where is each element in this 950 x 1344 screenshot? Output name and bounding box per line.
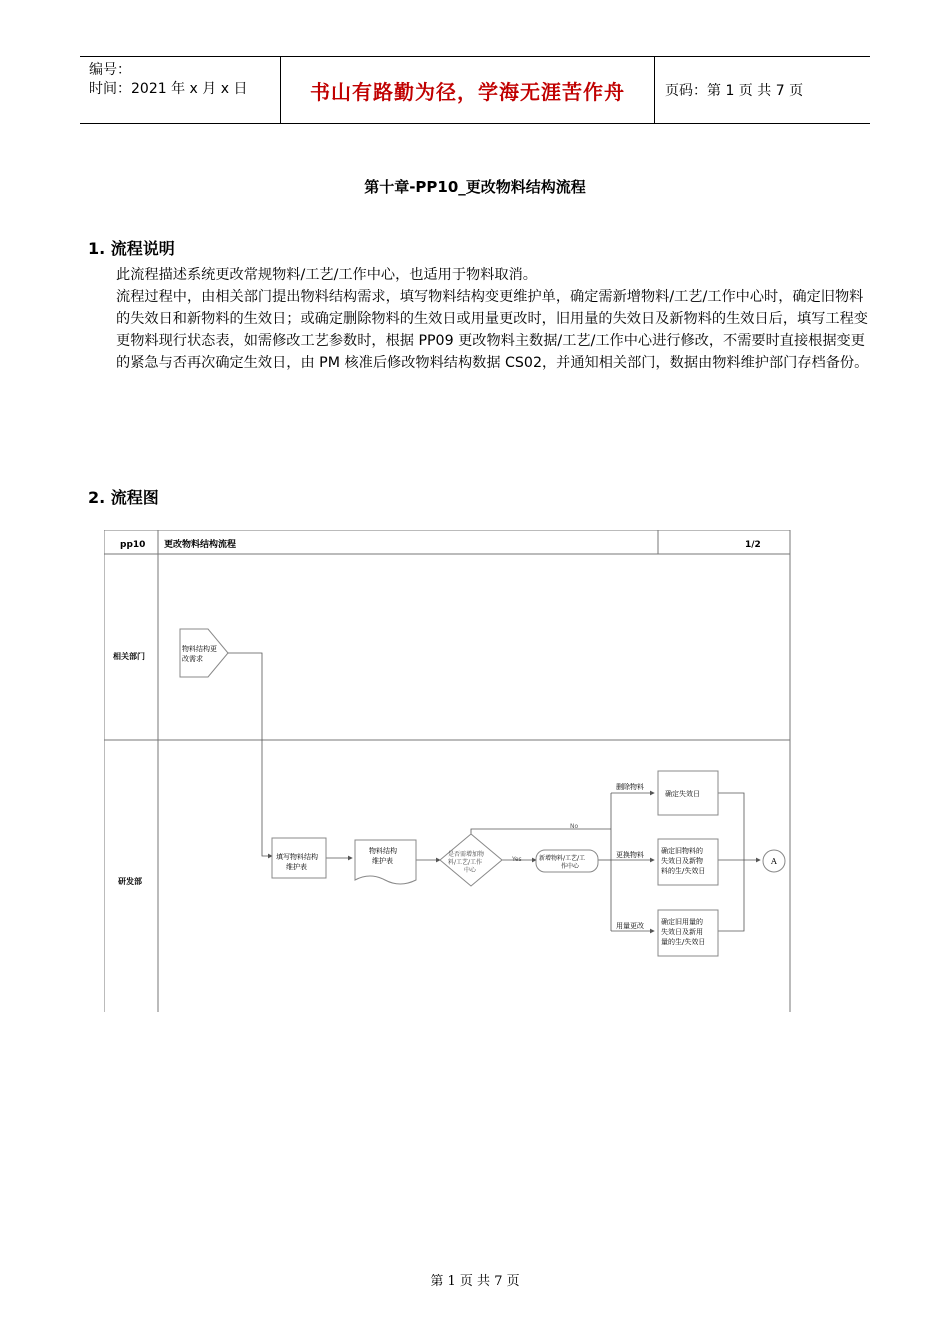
number-label: 编号： — [89, 62, 131, 78]
add-material-line2: 作中心 — [561, 863, 580, 870]
time-label: 时间：2021 年 x 月 x 日 — [89, 81, 248, 97]
flow-page: 1/2 — [745, 540, 761, 550]
replace-box-line2: 失效日及新物 — [661, 857, 703, 865]
paragraph-body: 流程过程中，由相关部门提出物料结构需求，填写物料结构变更维护单，确定需新增物料/工艺/工作中心时，确定旧物料的失效日和新物料的生效日；或确定删除物料的生效日或用量更改时，旧用量的失效日及新物料的生效日后，填写工程变更物料现行状态表，如需修改工艺参数时，根据 PP09 更改物料主数据/工艺/工作中心进行修改，不需要时直接根据变更的紧急与否再次确定生效日，由 PM 核准后修改物料结构数据 CS02，并通知相关部门，数据由物料维护部门存档备份。 — [116, 289, 869, 371]
decision-line2: 料/工艺/工作 — [448, 859, 483, 866]
lane-label-rd-dept: 研发部 — [118, 877, 142, 886]
lane-label-related-dept: 相关部门 — [113, 652, 145, 661]
branch-usage-change: 用量更改 — [616, 922, 644, 930]
section-heading-2: 2. 流程图 — [88, 488, 159, 507]
yes-label: Yes — [512, 856, 522, 863]
no-label: No — [570, 823, 579, 830]
replace-box-line1: 确定旧物料的 — [661, 847, 703, 855]
start-label-line1: 物料结构更 — [182, 645, 217, 653]
header-left-cell — [80, 57, 281, 123]
section-1-body — [116, 264, 874, 374]
fill-form-line1: 填写物料结构 — [276, 853, 318, 861]
add-material-line1: 新增物料/工艺/工 — [539, 855, 586, 862]
flowchart — [104, 530, 794, 1014]
start-shape — [180, 629, 228, 677]
decision-line3: 中心 — [464, 867, 477, 874]
doc-shape-line1: 物料结构 — [369, 847, 397, 855]
document-title: 第十章-PP10_更改物料结构流程 — [364, 178, 586, 196]
motto: 书山有路勤为径，学海无涯苦作舟 — [281, 57, 655, 123]
flow-code: pp10 — [120, 540, 146, 550]
page-footer: 第 1 页 共 7 页 — [430, 1274, 520, 1289]
page-info: 页码：第 1 页 共 7 页 — [665, 83, 804, 99]
decision-line1: 是否需增加物 — [448, 851, 485, 858]
usage-box-line3: 量的生/失效日 — [661, 938, 706, 946]
paragraph-line: 此流程描述系统更改常规物料/工艺/工作中心，也适用于物料取消。 — [116, 267, 537, 283]
replace-box-line3: 料的生/失效日 — [661, 867, 706, 875]
branch-delete-material: 删除物料 — [616, 783, 644, 791]
connector-a-label: A — [771, 857, 777, 866]
branch-replace-material: 更换物料 — [616, 851, 644, 859]
section-heading-1: 1. 流程说明 — [88, 239, 175, 258]
usage-box-line1: 确定旧用量的 — [661, 918, 703, 926]
confirm-expiry-label: 确定失效日 — [665, 790, 700, 798]
usage-box-line2: 失效日及新用 — [661, 928, 703, 936]
start-label-line2: 改需求 — [182, 655, 203, 663]
page-header — [80, 56, 870, 124]
fill-form-line2: 维护表 — [286, 863, 307, 871]
doc-shape-line2: 维护表 — [372, 857, 393, 865]
flow-name: 更改物料结构流程 — [164, 540, 237, 550]
